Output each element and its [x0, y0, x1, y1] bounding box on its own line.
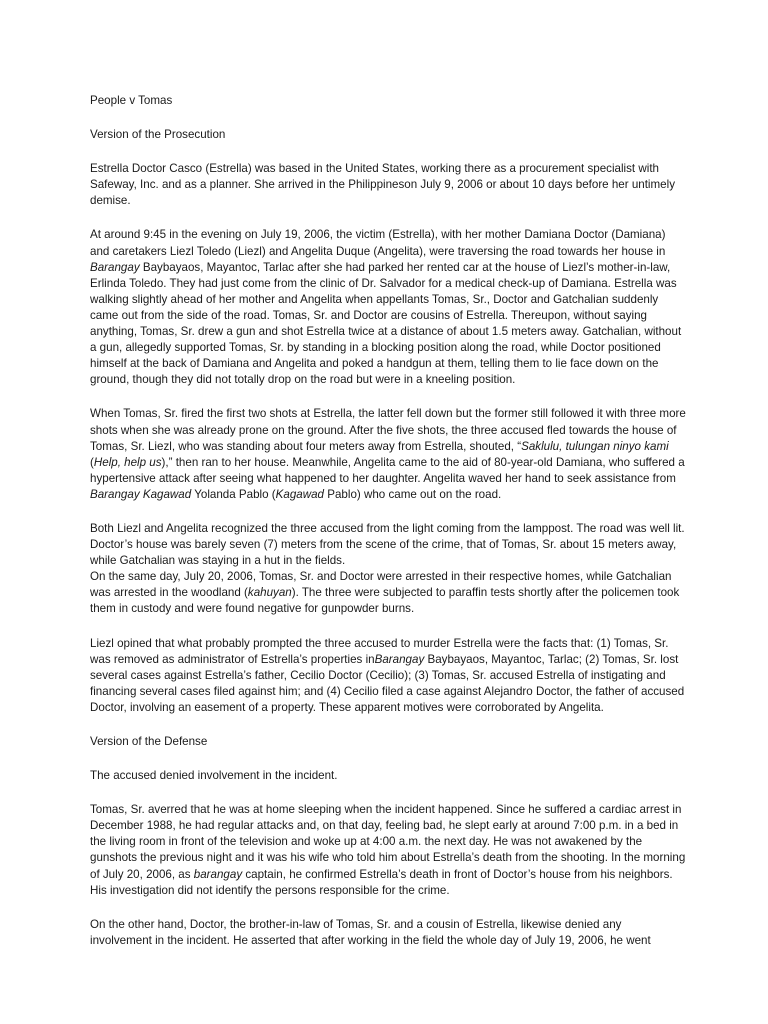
- paragraph: At around 9:45 in the evening on July 19, 2006, the victim (Estrella), with her mother Damiana Doctor (Damiana) and caretakers Liezl Toledo (Liezl) and Angelita Duque (Angelita), were traversing the road towards her house in Barangay Baybayaos, Mayantoc, Tarlac after she had parked her rented car at the house of Liezl’s mother-in-law, Erlinda Toledo. They had just come from the clinic of Dr. Salvador for a medical check-up of Damiana. Estrella was walking slightly ahead of her mother and Angelita when appellants Tomas, Sr., Doctor and Gatchalian suddenly came out from the side of the road. Tomas, Sr. and Doctor are cousins of Estrella. Thereupon, without saying anything, Tomas, Sr. drew a gun and shot Estrella twice at a distance of about 1.5 meters away. Gatchalian, without a gun, allegedly supported Tomas, Sr. by standing in a blocking position along the road, while Doctor positioned himself at the back of Damiana and Angelita and poked a handgun at them, telling them to lie face down on the ground, though they did not totally drop on the road but were in a kneeling position.: [90, 228, 682, 387]
- document-title: People v Tomas: [90, 94, 173, 107]
- paragraph: On the same day, July 20, 2006, Tomas, Sr. and Doctor were arrested in their respective homes, while Gatchalian was arrested in the woodland (kahuyan). The three were subjected to paraffin tests shortly after the policemen took them in custody and were found negative for gunpowder burns.: [90, 570, 680, 616]
- section-heading-prosecution: Version of the Prosecution: [90, 128, 226, 142]
- paragraph: Estrella Doctor Casco (Estrella) was based in the United States, working there as a procurement specialist with Safeway, Inc. and as a planner. She arrived in the Philippineson July 9, 2006 or about 10 days before her untimely demise.: [90, 162, 675, 208]
- paragraph: On the other hand, Doctor, the brother-in-law of Tomas, Sr. and a cousin of Estrella, likewise denied any involvement in the incident. He asserted that after working in the field the whole day of July 19, 2006, he went: [90, 917, 651, 947]
- paragraph: The accused denied involvement in the incident.: [90, 769, 338, 783]
- paragraph: Tomas, Sr. averred that he was at home sleeping when the incident happened. Since he suffered a cardiac arrest in December 1988, he had regular attacks and, on that day, feeling bad, he slept early at around 7:00 p.m. in a bed in the living room in front of the television and woke up at 4:00 a.m. the next day. He was not awakened by the gunshots the previous night and it was his wife who told him about Estrella’s death from the shooting. In the morning of July 20, 2006, as barangay captain, he confirmed Estrella’s death in front of Doctor’s house from his neighbors. His investigation did not identify the persons responsible for the crime.: [90, 803, 686, 897]
- paragraph: Liezl opined that what probably prompted the three accused to murder Estrella were the facts that: (1) Tomas, Sr. was removed as administrator of Estrella’s properties inBarangay Baybayaos, Mayantoc, Tarlac; (2) Tomas, Sr. lost several cases against Estrella’s father, Cecilio Doctor (Cecilio); (3) Tomas, Sr. accused Estrella of instigating and financing several cases filed against him; and (4) Cecilio filed a case against Alejandro Doctor, the father of accused Doctor, involving an easement of a property. These apparent motives were corroborated by Angelita.: [90, 636, 685, 714]
- paragraph: When Tomas, Sr. fired the first two shots at Estrella, the latter fell down but the former still followed it with three more shots when she was already prone on the ground. After the five shots, the three accused fled towards the house of Tomas, Sr. Liezl, who was standing about four meters away from Estrella, shouted, “Saklulu, tulungan ninyo kami (Help, help us),” then ran to her house. Meanwhile, Angelita came to the aid of 80-year-old Damiana, who suffered a hypertensive attack after seeing what happened to her daughter. Angelita waved her hand to seek assistance from Barangay Kagawad Yolanda Pablo (Kagawad Pablo) who came out on the road.: [90, 407, 686, 501]
- paragraph: Both Liezl and Angelita recognized the three accused from the light coming from the lamppost. The road was well lit. Doctor’s house was barely seven (7) meters from the scene of the crime, that of Tomas, Sr. about 15 meters away, while Gatchalian was staying in a hut in the fields.: [90, 521, 685, 568]
- section-heading-defense: Version of the Defense: [90, 735, 208, 748]
- document-body: [90, 93, 686, 949]
